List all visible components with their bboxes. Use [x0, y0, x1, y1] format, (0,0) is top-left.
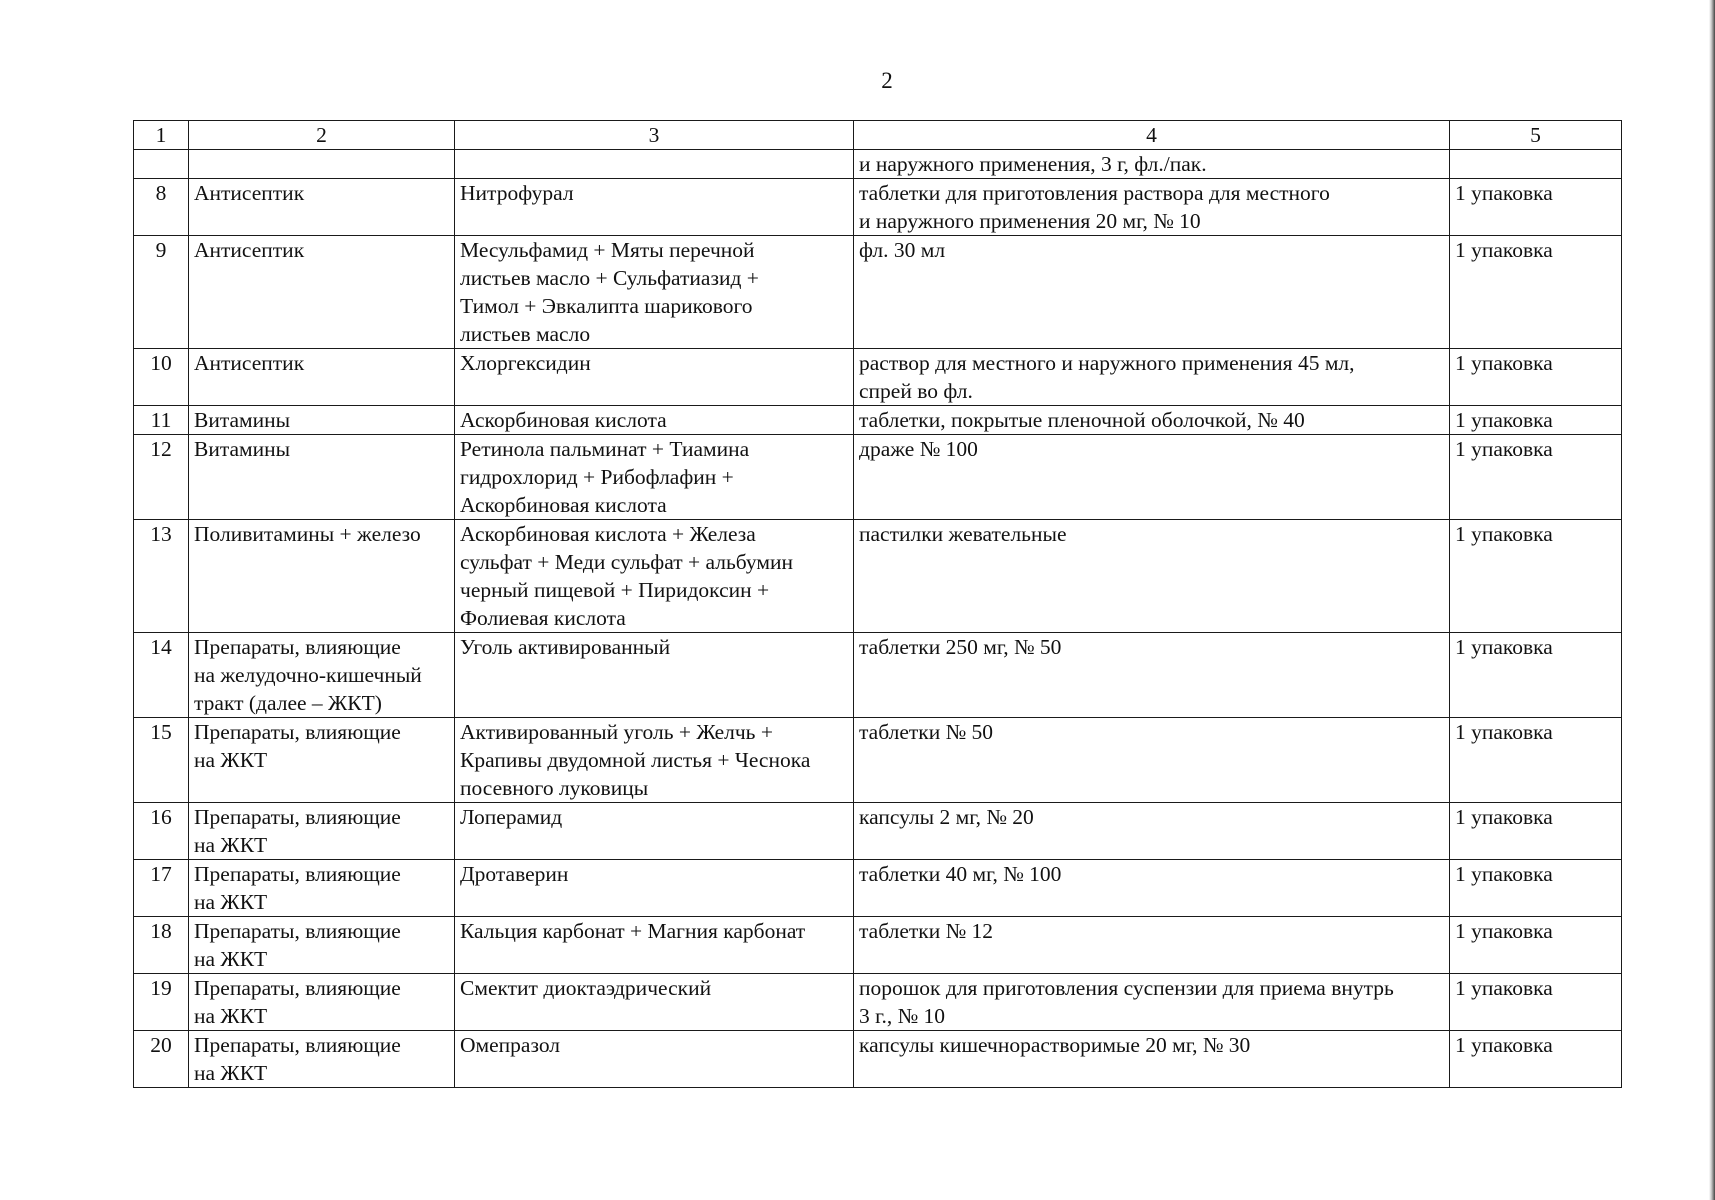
- form-cell: таблетки 40 мг, № 100: [854, 860, 1450, 917]
- table-row: [134, 974, 1622, 1031]
- quantity-cell: 1 упаковка: [1450, 236, 1622, 349]
- row-number-cell: 19: [134, 974, 189, 1031]
- table-row: [134, 406, 1622, 435]
- table-cell: [134, 150, 189, 179]
- quantity-cell: 1 упаковка: [1450, 860, 1622, 917]
- substance-cell: Смектит диоктаэдрический: [455, 974, 854, 1031]
- substance-cell: Аскорбиновая кислота: [455, 406, 854, 435]
- row-number-cell: 20: [134, 1031, 189, 1088]
- row-number-cell: 11: [134, 406, 189, 435]
- header-col-1: 1: [134, 121, 189, 150]
- quantity-cell: 1 упаковка: [1450, 349, 1622, 406]
- group-cell: Препараты, влияющие на ЖКТ: [189, 803, 455, 860]
- form-cell: раствор для местного и наружного применения 45 мл, спрей во фл.: [854, 349, 1450, 406]
- table-body: [134, 150, 1622, 1088]
- page-number: 2: [881, 68, 893, 93]
- form-cell: таблетки для приготовления раствора для местного и наружного применения 20 мг, № 10: [854, 179, 1450, 236]
- table-row: [134, 633, 1622, 718]
- substance-cell: Месульфамид + Мяты перечной листьев масло + Сульфатиазид + Тимол + Эвкалипта шарикового листьев масло: [455, 236, 854, 349]
- row-number-cell: 12: [134, 435, 189, 520]
- substance-cell: Омепразол: [455, 1031, 854, 1088]
- table-cell: и наружного применения, 3 г, фл./пак.: [854, 150, 1450, 179]
- quantity-cell: 1 упаковка: [1450, 633, 1622, 718]
- continuation-row: [134, 150, 1622, 179]
- substance-cell: Активированный уголь + Желчь + Крапивы двудомной листья + Чеснока посевного луковицы: [455, 718, 854, 803]
- table-header: [134, 121, 1622, 150]
- row-number-cell: 16: [134, 803, 189, 860]
- group-cell: Препараты, влияющие на ЖКТ: [189, 974, 455, 1031]
- row-number-cell: 18: [134, 917, 189, 974]
- form-cell: таблетки, покрытые пленочной оболочкой, № 40: [854, 406, 1450, 435]
- quantity-cell: 1 упаковка: [1450, 974, 1622, 1031]
- group-cell: Препараты, влияющие на ЖКТ: [189, 917, 455, 974]
- table-row: [134, 1031, 1622, 1088]
- substance-cell: Кальция карбонат + Магния карбонат: [455, 917, 854, 974]
- group-cell: Поливитамины + железо: [189, 520, 455, 633]
- substance-cell: Хлоргексидин: [455, 349, 854, 406]
- group-cell: Препараты, влияющие на ЖКТ: [189, 860, 455, 917]
- form-cell: таблетки № 12: [854, 917, 1450, 974]
- table-cell: [189, 150, 455, 179]
- form-cell: таблетки 250 мг, № 50: [854, 633, 1450, 718]
- table-row: [134, 718, 1622, 803]
- substance-cell: Дротаверин: [455, 860, 854, 917]
- table-row: [134, 349, 1622, 406]
- table-row: [134, 917, 1622, 974]
- form-cell: пастилки жевательные: [854, 520, 1450, 633]
- substance-cell: Нитрофурал: [455, 179, 854, 236]
- header-col-4: 4: [854, 121, 1450, 150]
- group-cell: Антисептик: [189, 349, 455, 406]
- group-cell: Антисептик: [189, 236, 455, 349]
- quantity-cell: 1 упаковка: [1450, 1031, 1622, 1088]
- quantity-cell: 1 упаковка: [1450, 917, 1622, 974]
- header-row: [134, 121, 1622, 150]
- substance-cell: Аскорбиновая кислота + Железа сульфат + Меди сульфат + альбумин черный пищевой + Пиридоксин + Фолиевая кислота: [455, 520, 854, 633]
- row-number-cell: 13: [134, 520, 189, 633]
- table-row: [134, 236, 1622, 349]
- form-cell: таблетки № 50: [854, 718, 1450, 803]
- row-number-cell: 9: [134, 236, 189, 349]
- row-number-cell: 8: [134, 179, 189, 236]
- row-number-cell: 17: [134, 860, 189, 917]
- group-cell: Препараты, влияющие на желудочно-кишечный тракт (далее – ЖКТ): [189, 633, 455, 718]
- row-number-cell: 10: [134, 349, 189, 406]
- group-cell: Антисептик: [189, 179, 455, 236]
- form-cell: капсулы кишечнорастворимые 20 мг, № 30: [854, 1031, 1450, 1088]
- quantity-cell: 1 упаковка: [1450, 406, 1622, 435]
- row-number-cell: 15: [134, 718, 189, 803]
- quantity-cell: 1 упаковка: [1450, 803, 1622, 860]
- table-cell: [1450, 150, 1622, 179]
- header-col-3: 3: [455, 121, 854, 150]
- quantity-cell: 1 упаковка: [1450, 520, 1622, 633]
- quantity-cell: 1 упаковка: [1450, 435, 1622, 520]
- header-col-2: 2: [189, 121, 455, 150]
- medication-table: [133, 120, 1622, 1088]
- table-cell: [455, 150, 854, 179]
- quantity-cell: 1 упаковка: [1450, 718, 1622, 803]
- form-cell: драже № 100: [854, 435, 1450, 520]
- substance-cell: Лоперамид: [455, 803, 854, 860]
- form-cell: фл. 30 мл: [854, 236, 1450, 349]
- group-cell: Препараты, влияющие на ЖКТ: [189, 718, 455, 803]
- group-cell: Витамины: [189, 406, 455, 435]
- table-row: [134, 179, 1622, 236]
- table-row: [134, 860, 1622, 917]
- quantity-cell: 1 упаковка: [1450, 179, 1622, 236]
- form-cell: капсулы 2 мг, № 20: [854, 803, 1450, 860]
- table-row: [134, 435, 1622, 520]
- group-cell: Препараты, влияющие на ЖКТ: [189, 1031, 455, 1088]
- scan-edge: [1709, 0, 1715, 1200]
- header-col-5: 5: [1450, 121, 1622, 150]
- substance-cell: Уголь активированный: [455, 633, 854, 718]
- table-row: [134, 520, 1622, 633]
- form-cell: порошок для приготовления суспензии для приема внутрь 3 г., № 10: [854, 974, 1450, 1031]
- substance-cell: Ретинола пальминат + Тиамина гидрохлорид + Рибофлафин + Аскорбиновая кислота: [455, 435, 854, 520]
- group-cell: Витамины: [189, 435, 455, 520]
- table-row: [134, 803, 1622, 860]
- row-number-cell: 14: [134, 633, 189, 718]
